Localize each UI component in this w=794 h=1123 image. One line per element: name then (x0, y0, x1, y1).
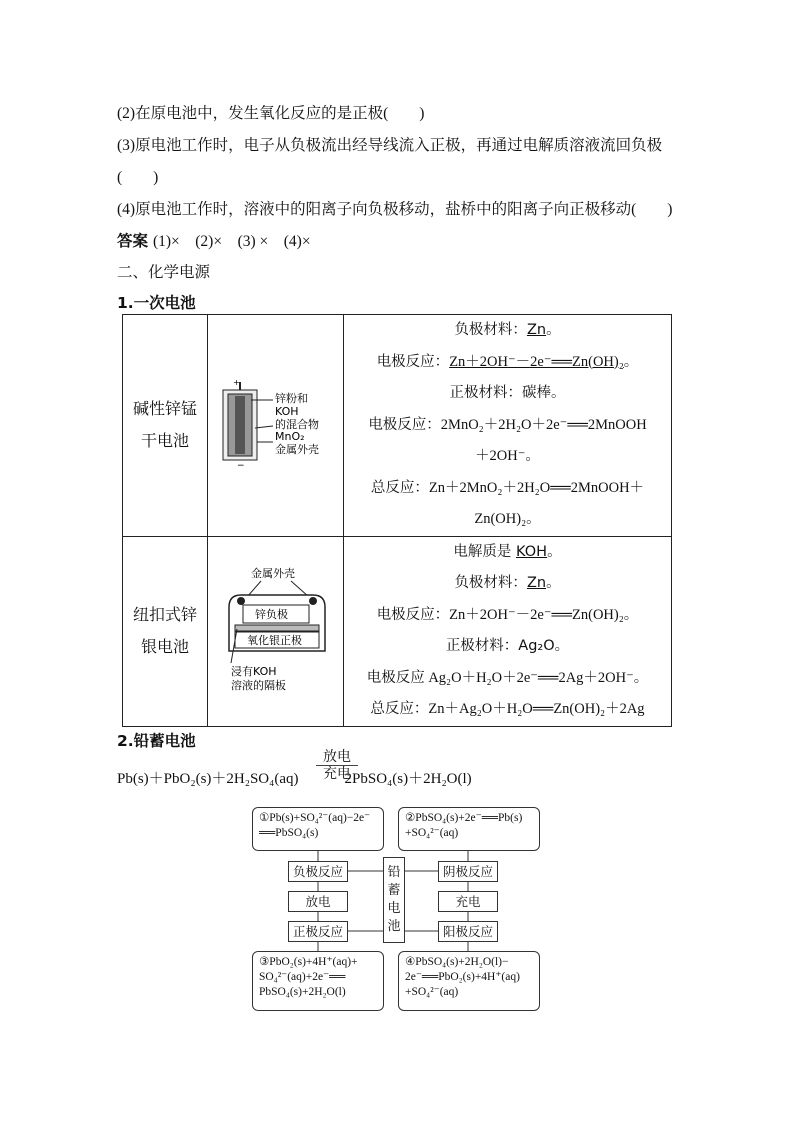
battery-name: 纽扣式锌 银电池 (123, 536, 208, 726)
label-cathode-reaction: 阴极反应 (438, 861, 498, 882)
fig-label: 锌负极 (254, 608, 288, 621)
lead-acid-equation: Pb(s)＋PbO₂(s)＋2H₂SO₄(aq) 2PbSO₄(s)＋2H₂O(l) (117, 771, 472, 787)
table-row (123, 315, 672, 537)
fig-label: MnO₂ (274, 429, 305, 443)
question-2: (2)在原电池中，发生氧化反应的是正极( ) (117, 105, 425, 122)
subsection-lead-battery: 2.铅蓄电池 (117, 732, 196, 750)
fig-label: 氧化银正极 (246, 634, 302, 647)
alkaline-info: 负极材料：Zn。 电极反应：Zn＋2OH⁻－2e⁻══Zn(OH)₂。 正极材料：碳棒。 电极反应：2MnO₂＋2H₂O＋2e⁻══2MnOOH ＋2OH⁻。 总反应：Zn＋2MnO₂＋2H₂O══2MnOOH＋ Zn(OH)₂。 (344, 315, 672, 537)
equation-conditions: 放电 充电 (314, 750, 360, 781)
alkaline-battery-diagram (211, 376, 341, 471)
reaction-box-4: ④PbSO₄(s)+2H₂O(l)− 2e⁻══PbO₂(s)+4H⁺(aq) +SO₄²⁻(aq) (398, 951, 540, 1011)
svg-text:+: + (232, 377, 240, 387)
battery-table (122, 314, 672, 727)
answer-line (117, 229, 311, 251)
fig-label: 金属外壳 (250, 567, 295, 580)
question-4: (4)原电池工作时，溶液中的阳离子向负极移动，盐桥中的阳离子向正极移动( ) (117, 201, 673, 218)
label-anode-reaction: 阳极反应 (438, 921, 498, 942)
fig-label: 金属外壳 (274, 442, 319, 456)
lead-battery-center: 铅蓄电池 (383, 857, 405, 943)
fig-label: 的混合物 (274, 417, 319, 431)
label-positive-reaction: 正极反应 (288, 921, 348, 942)
fig-label: 锌粉和 (274, 391, 308, 405)
alkaline-battery-figure (208, 315, 344, 537)
label-charge: 充电 (438, 891, 498, 912)
label-negative-reaction: 负极反应 (288, 861, 348, 882)
fig-label: 浸有KOH (230, 665, 277, 678)
question-3-blank: ( ) (117, 169, 159, 186)
reaction-box-3: ③PbO₂(s)+4H⁺(aq)+ SO₄²⁻(aq)+2e⁻══ PbSO₄(s)+2H₂O(l) (252, 951, 384, 1011)
question-3: (3)原电池工作时，电子从负极流出经导线流入正极，再通过电解质溶液流回负极 (117, 137, 663, 154)
button-battery-info: 电解质是 KOH。 负极材料：Zn。 电极反应：Zn＋2OH⁻－2e⁻══Zn(OH)₂。 正极材料：Ag₂O。 电极反应 Ag₂O＋H₂O＋2e⁻══2Ag＋2OH⁻。 总反应：Zn＋Ag₂O＋H₂O══Zn(OH)₂＋2Ag (344, 536, 672, 726)
label-discharge: 放电 (288, 891, 348, 912)
reaction-box-2: ②PbSO₄(s)+2e⁻══Pb(s) +SO₄²⁻(aq) (398, 807, 540, 851)
battery-name: 碱性锌锰 干电池 (123, 315, 208, 537)
button-battery-figure (208, 536, 344, 726)
svg-text:−: − (236, 460, 245, 471)
lead-acid-diagram (250, 805, 542, 1015)
fig-label: 溶液的隔板 (230, 679, 286, 692)
table-row (123, 536, 672, 726)
subsection-primary-battery: 1.一次电池 (117, 294, 196, 312)
reaction-box-1: ①Pb(s)+SO₄²⁻(aq)−2e⁻ ══PbSO₄(s) (252, 807, 384, 851)
section-title: 二、化学电源 (117, 263, 211, 281)
answer-text: (1)× (2)× (3) × (4)× (152, 233, 311, 250)
fig-label: KOH (274, 404, 299, 418)
answer-label: 答案 (117, 232, 149, 250)
button-battery-diagram (211, 559, 341, 699)
